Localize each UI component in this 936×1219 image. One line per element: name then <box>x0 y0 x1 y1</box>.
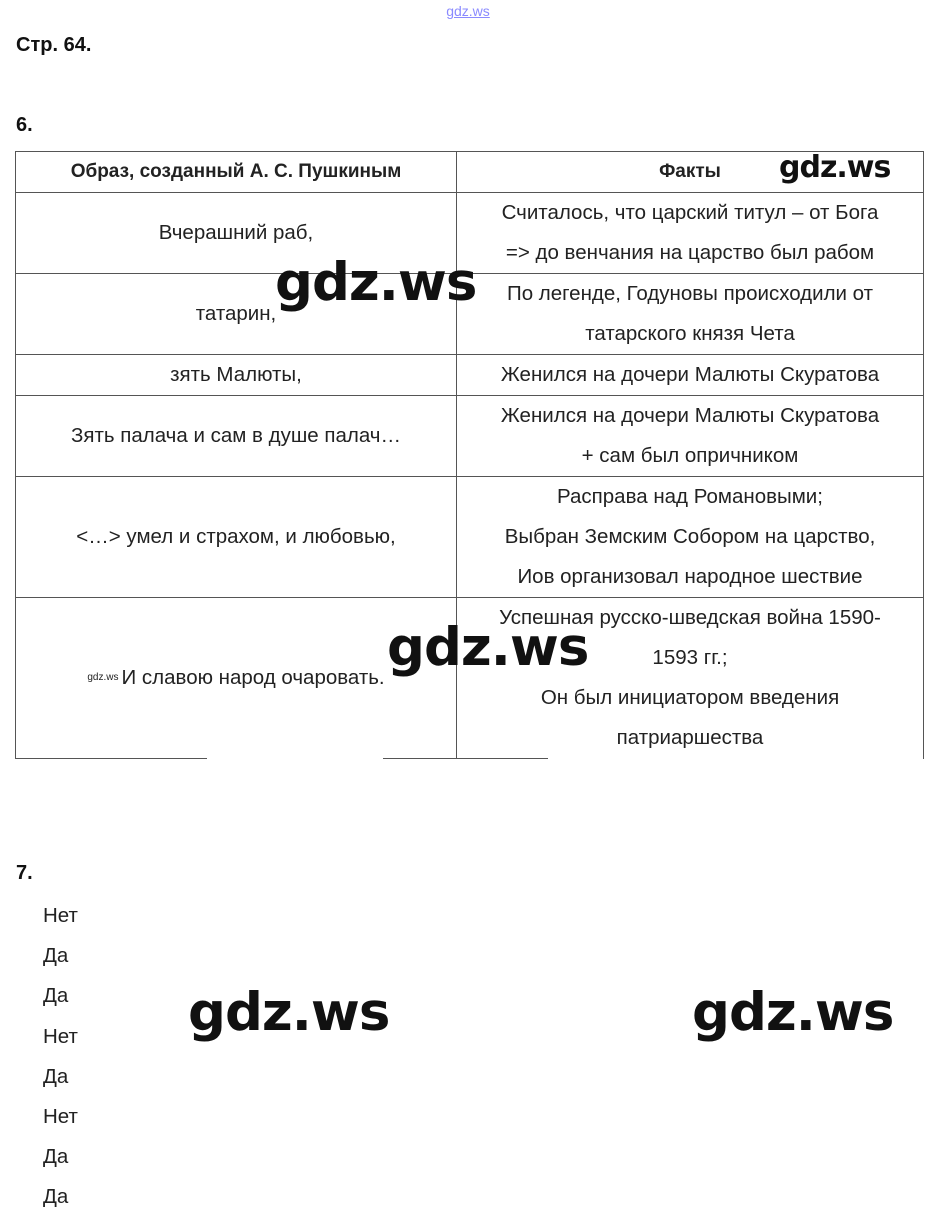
watermark: gdz.ws <box>275 252 477 313</box>
list-item: Нет <box>43 1105 78 1129</box>
table-row <box>16 355 924 396</box>
border-gap <box>548 758 923 764</box>
watermark: gdz.ws <box>692 982 894 1043</box>
table-row <box>16 396 924 477</box>
facts-cell: Успешная русско-шведская война 1590- 1593 гг.; Он был инициатором введения патриаршества <box>457 598 924 759</box>
task-7-number: 7. <box>16 862 33 884</box>
facts-cell: Считалось, что царский титул – от Бога => до венчания на царство был рабом <box>457 193 924 274</box>
list-item: Да <box>43 1064 69 1088</box>
table-row <box>16 477 924 598</box>
watermark: gdz.ws <box>387 617 589 678</box>
list-item: Да <box>43 984 69 1008</box>
list-item: Нет <box>43 904 78 927</box>
task-6-number: 6. <box>16 114 33 136</box>
column-header-facts: Факты <box>457 152 924 193</box>
list-item: Да <box>43 1185 69 1209</box>
facts-cell: Женился на дочери Малюты Скуратова <box>457 355 924 396</box>
image-cell: Вчерашний раб, <box>16 193 457 274</box>
list-item: Нет <box>43 1024 78 1048</box>
image-cell: татарин, <box>16 274 457 355</box>
task-7-answers <box>43 896 78 1218</box>
facts-cell: Расправа над Романовыми; Выбран Земским Собором на царство, Иов организовал народное шествие <box>457 477 924 598</box>
image-cell: gdz.ws И славою народ очаровать. <box>16 598 457 759</box>
list-item: Да <box>43 944 69 968</box>
small-watermark: gdz.ws <box>87 672 119 684</box>
border-gap <box>207 758 383 764</box>
image-cell: зять Малюты, <box>16 355 457 396</box>
facts-cell: Женился на дочери Малюты Скуратова + сам был опричником <box>457 396 924 477</box>
page-reference: Стр. 64. <box>16 34 92 56</box>
column-header-image: Образ, созданный А. С. Пушкиным <box>16 152 457 193</box>
image-cell: Зять палача и сам в душе палач… <box>16 396 457 477</box>
facts-cell: По легенде, Годуновы происходили от татарского князя Чета <box>457 274 924 355</box>
watermark: gdz.ws <box>779 150 891 185</box>
top-watermark-link[interactable]: gdz.ws <box>446 3 490 19</box>
image-cell: <…> умел и страхом, и любовью, <box>16 477 457 598</box>
watermark: gdz.ws <box>188 982 390 1043</box>
list-item: Да <box>43 1145 69 1169</box>
